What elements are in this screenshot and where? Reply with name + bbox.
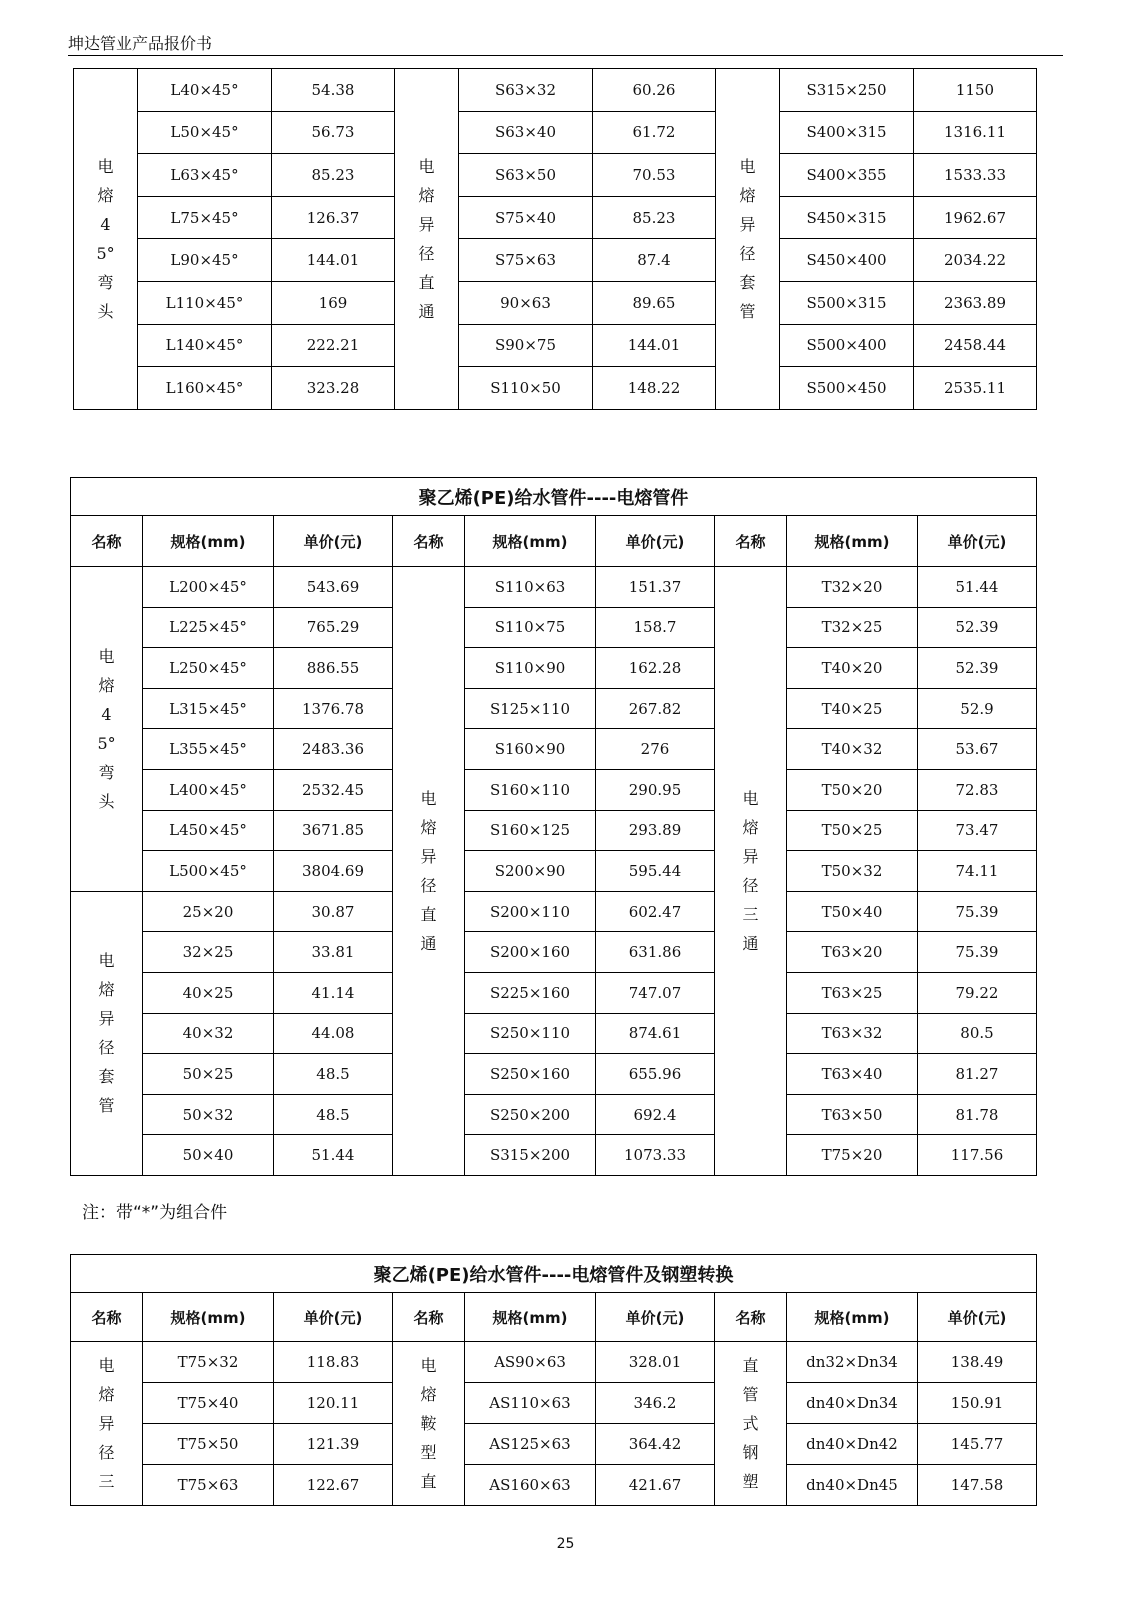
column-header: 单价(元) (274, 516, 393, 567)
document-header-title: 坤达管业产品报价书 (68, 34, 213, 53)
price-cell: 2483.36 (274, 729, 393, 770)
spec-cell: T32×20 (787, 567, 918, 608)
price-cell: 3671.85 (274, 810, 393, 851)
price-cell: 162.28 (596, 648, 715, 689)
table-row (71, 648, 1037, 689)
table-row (74, 154, 1037, 197)
column-header: 单价(元) (918, 1293, 1037, 1342)
spec-cell: S450×315 (780, 196, 914, 239)
price-cell: 118.83 (274, 1342, 393, 1383)
price-cell: 2034.22 (914, 239, 1037, 282)
spec-cell: T50×25 (787, 810, 918, 851)
price-cell: 53.67 (918, 729, 1037, 770)
price-cell: 72.83 (918, 769, 1037, 810)
table-row (71, 688, 1037, 729)
price-cell: 655.96 (596, 1054, 715, 1095)
price-cell: 52.39 (918, 607, 1037, 648)
spec-cell: S63×32 (459, 69, 593, 112)
spec-cell: 25×20 (143, 891, 274, 932)
spec-cell: S110×75 (465, 607, 596, 648)
column-header: 规格(mm) (787, 1293, 918, 1342)
column-header: 单价(元) (918, 516, 1037, 567)
spec-cell: S250×200 (465, 1094, 596, 1135)
column-header: 规格(mm) (143, 516, 274, 567)
spec-cell: S400×355 (780, 154, 914, 197)
price-cell: 70.53 (593, 154, 716, 197)
product-name-cell (715, 567, 787, 1176)
spec-cell: S225×160 (465, 972, 596, 1013)
spec-cell: S160×90 (465, 729, 596, 770)
table-row (74, 69, 1037, 112)
spec-cell: AS110×63 (465, 1383, 596, 1424)
price-cell: 290.95 (596, 769, 715, 810)
price-cell: 631.86 (596, 932, 715, 973)
price-cell: 323.28 (272, 367, 395, 410)
product-name-cell (716, 69, 780, 410)
price-cell: 602.47 (596, 891, 715, 932)
spec-cell: S200×110 (465, 891, 596, 932)
table2-body (71, 478, 1037, 1176)
spec-cell: 50×25 (143, 1054, 274, 1095)
spec-cell: L90×45° (138, 239, 272, 282)
spec-cell: 40×32 (143, 1013, 274, 1054)
table-title: 聚乙烯(PE)给水管件----电熔管件 (71, 478, 1037, 516)
price-cell: 87.4 (593, 239, 716, 282)
price-cell: 61.72 (593, 111, 716, 154)
price-cell: 222.21 (272, 324, 395, 367)
spec-cell: T40×32 (787, 729, 918, 770)
table-row (71, 729, 1037, 770)
spec-cell: S63×50 (459, 154, 593, 197)
table-row (74, 196, 1037, 239)
spec-cell: S125×110 (465, 688, 596, 729)
spec-cell: L315×45° (143, 688, 274, 729)
price-cell: 2535.11 (914, 367, 1037, 410)
price-cell: 1376.78 (274, 688, 393, 729)
price-cell: 169 (272, 281, 395, 324)
price-cell: 117.56 (918, 1135, 1037, 1176)
product-name: 电熔异径套管 (739, 156, 756, 321)
spec-cell: S315×250 (780, 69, 914, 112)
product-name: 电熔异径三 (98, 1356, 115, 1491)
table-row (71, 932, 1037, 973)
spec-cell: 32×25 (143, 932, 274, 973)
price-cell: 1150 (914, 69, 1037, 112)
spec-cell: L110×45° (138, 281, 272, 324)
table-row (71, 1135, 1037, 1176)
spec-cell: dn40×Dn45 (787, 1465, 918, 1506)
spec-cell: L225×45° (143, 607, 274, 648)
spec-cell: T75×63 (143, 1465, 274, 1506)
price-cell: 148.22 (593, 367, 716, 410)
column-header: 名称 (715, 1293, 787, 1342)
price-cell: 33.81 (274, 932, 393, 973)
spec-cell: S250×110 (465, 1013, 596, 1054)
price-cell: 85.23 (272, 154, 395, 197)
table-row (71, 972, 1037, 1013)
product-name: 电熔鞍型直 (420, 1356, 437, 1491)
spec-cell: L160×45° (138, 367, 272, 410)
price-cell: 765.29 (274, 607, 393, 648)
column-header: 单价(元) (596, 516, 715, 567)
product-name: 电熔45°弯头 (96, 156, 115, 321)
spec-cell: T75×20 (787, 1135, 918, 1176)
price-cell: 1533.33 (914, 154, 1037, 197)
table-row (71, 607, 1037, 648)
table-title: 聚乙烯(PE)给水管件----电熔管件及钢塑转换 (71, 1255, 1037, 1293)
table1-body (74, 69, 1037, 410)
product-name: 电熔异径直通 (420, 788, 437, 953)
table-row (71, 1383, 1037, 1424)
table-title-row (71, 478, 1037, 516)
price-cell: 158.7 (596, 607, 715, 648)
column-header: 规格(mm) (143, 1293, 274, 1342)
product-name-cell (715, 1342, 787, 1506)
table-row (71, 1094, 1037, 1135)
spec-cell: T32×25 (787, 607, 918, 648)
price-cell: 74.11 (918, 851, 1037, 892)
price-cell: 60.26 (593, 69, 716, 112)
spec-cell: S250×160 (465, 1054, 596, 1095)
price-cell: 267.82 (596, 688, 715, 729)
spec-cell: T50×32 (787, 851, 918, 892)
price-cell: 2532.45 (274, 769, 393, 810)
price-cell: 73.47 (918, 810, 1037, 851)
price-cell: 1073.33 (596, 1135, 715, 1176)
price-cell: 328.01 (596, 1342, 715, 1383)
table-row (74, 324, 1037, 367)
spec-cell: AS90×63 (465, 1342, 596, 1383)
column-header: 名称 (71, 1293, 143, 1342)
spec-cell: T50×20 (787, 769, 918, 810)
table-row (71, 810, 1037, 851)
spec-cell: S200×90 (465, 851, 596, 892)
spec-cell: L400×45° (143, 769, 274, 810)
spec-cell: L63×45° (138, 154, 272, 197)
column-header: 名称 (393, 1293, 465, 1342)
spec-cell: S63×40 (459, 111, 593, 154)
price-cell: 595.44 (596, 851, 715, 892)
spec-cell: T40×20 (787, 648, 918, 689)
price-cell: 147.58 (918, 1465, 1037, 1506)
spec-cell: L50×45° (138, 111, 272, 154)
price-cell: 2458.44 (914, 324, 1037, 367)
price-table-steel-plastic-transition (70, 1254, 1037, 1506)
price-cell: 692.4 (596, 1094, 715, 1135)
table-row (71, 851, 1037, 892)
price-cell: 2363.89 (914, 281, 1037, 324)
spec-cell: S110×50 (459, 367, 593, 410)
spec-cell: L75×45° (138, 196, 272, 239)
table-row (74, 281, 1037, 324)
footnote: 注：带“*”为组合件 (82, 1203, 228, 1223)
spec-cell: S90×75 (459, 324, 593, 367)
price-cell: 122.67 (274, 1465, 393, 1506)
table-row (74, 111, 1037, 154)
spec-cell: dn32×Dn34 (787, 1342, 918, 1383)
price-cell: 120.11 (274, 1383, 393, 1424)
table-row (71, 1342, 1037, 1383)
product-name: 直管式钢塑 (742, 1356, 759, 1491)
spec-cell: S160×110 (465, 769, 596, 810)
header-row (71, 516, 1037, 567)
table-row (71, 1054, 1037, 1095)
spec-cell: L355×45° (143, 729, 274, 770)
spec-cell: L450×45° (143, 810, 274, 851)
spec-cell: AS160×63 (465, 1465, 596, 1506)
price-cell: 41.14 (274, 972, 393, 1013)
product-name: 电熔异径直通 (418, 156, 435, 321)
price-cell: 874.61 (596, 1013, 715, 1054)
spec-cell: S450×400 (780, 239, 914, 282)
table-row (71, 891, 1037, 932)
price-cell: 151.37 (596, 567, 715, 608)
price-cell: 150.91 (918, 1383, 1037, 1424)
price-cell: 56.73 (272, 111, 395, 154)
spec-cell: T75×32 (143, 1342, 274, 1383)
price-cell: 54.38 (272, 69, 395, 112)
spec-cell: 50×32 (143, 1094, 274, 1135)
price-cell: 89.65 (593, 281, 716, 324)
price-cell: 1962.67 (914, 196, 1037, 239)
spec-cell: T75×50 (143, 1424, 274, 1465)
spec-cell: S500×450 (780, 367, 914, 410)
spec-cell: L200×45° (143, 567, 274, 608)
price-cell: 144.01 (272, 239, 395, 282)
price-cell: 48.5 (274, 1094, 393, 1135)
table-row (71, 1424, 1037, 1465)
column-header: 名称 (393, 516, 465, 567)
spec-cell: S75×63 (459, 239, 593, 282)
header-row (71, 1293, 1037, 1342)
column-header: 规格(mm) (465, 1293, 596, 1342)
spec-cell: dn40×Dn34 (787, 1383, 918, 1424)
price-cell: 364.42 (596, 1424, 715, 1465)
product-name-cell (395, 69, 459, 410)
spec-cell: L250×45° (143, 648, 274, 689)
price-cell: 52.39 (918, 648, 1037, 689)
product-name: 电熔45°弯头 (97, 646, 116, 811)
table3-body (71, 1255, 1037, 1506)
price-cell: 48.5 (274, 1054, 393, 1095)
spec-cell: S500×400 (780, 324, 914, 367)
page-number: 25 (556, 1536, 575, 1552)
column-header: 单价(元) (274, 1293, 393, 1342)
price-cell: 543.69 (274, 567, 393, 608)
product-name: 电熔异径套管 (98, 951, 115, 1116)
price-cell: 421.67 (596, 1465, 715, 1506)
spec-cell: L500×45° (143, 851, 274, 892)
price-cell: 145.77 (918, 1424, 1037, 1465)
table-row (71, 769, 1037, 810)
product-name-cell (393, 567, 465, 1176)
spec-cell: 90×63 (459, 281, 593, 324)
spec-cell: AS125×63 (465, 1424, 596, 1465)
price-cell: 293.89 (596, 810, 715, 851)
price-cell: 79.22 (918, 972, 1037, 1013)
price-cell: 44.08 (274, 1013, 393, 1054)
table-row (71, 567, 1037, 608)
price-cell: 138.49 (918, 1342, 1037, 1383)
spec-cell: S160×125 (465, 810, 596, 851)
price-cell: 75.39 (918, 891, 1037, 932)
spec-cell: S400×315 (780, 111, 914, 154)
table-row (71, 1013, 1037, 1054)
spec-cell: T63×50 (787, 1094, 918, 1135)
price-cell: 80.5 (918, 1013, 1037, 1054)
spec-cell: S75×40 (459, 196, 593, 239)
price-cell: 121.39 (274, 1424, 393, 1465)
spec-cell: dn40×Dn42 (787, 1424, 918, 1465)
price-cell: 276 (596, 729, 715, 770)
spec-cell: T40×25 (787, 688, 918, 729)
price-cell: 81.27 (918, 1054, 1037, 1095)
price-cell: 85.23 (593, 196, 716, 239)
price-table-electrofusion-fittings (70, 477, 1037, 1176)
header-rule (68, 55, 1063, 56)
price-cell: 30.87 (274, 891, 393, 932)
spec-cell: 40×25 (143, 972, 274, 1013)
price-cell: 52.9 (918, 688, 1037, 729)
table-row (74, 367, 1037, 410)
spec-cell: T63×40 (787, 1054, 918, 1095)
price-cell: 144.01 (593, 324, 716, 367)
product-name-cell (393, 1342, 465, 1506)
price-cell: 346.2 (596, 1383, 715, 1424)
price-cell: 1316.11 (914, 111, 1037, 154)
price-cell: 126.37 (272, 196, 395, 239)
price-cell: 3804.69 (274, 851, 393, 892)
price-cell: 81.78 (918, 1094, 1037, 1135)
price-cell: 51.44 (274, 1135, 393, 1176)
column-header: 名称 (715, 516, 787, 567)
product-name-cell (71, 891, 143, 1175)
column-header: 名称 (71, 516, 143, 567)
product-name: 电熔异径三通 (742, 788, 759, 953)
spec-cell: S110×63 (465, 567, 596, 608)
spec-cell: S110×90 (465, 648, 596, 689)
spec-cell: S200×160 (465, 932, 596, 973)
spec-cell: T75×40 (143, 1383, 274, 1424)
price-cell: 51.44 (918, 567, 1037, 608)
product-name-cell (71, 1342, 143, 1506)
column-header: 规格(mm) (787, 516, 918, 567)
spec-cell: 50×40 (143, 1135, 274, 1176)
spec-cell: T63×32 (787, 1013, 918, 1054)
spec-cell: T50×40 (787, 891, 918, 932)
column-header: 规格(mm) (465, 516, 596, 567)
table-row (74, 239, 1037, 282)
product-name-cell (71, 567, 143, 892)
price-cell: 747.07 (596, 972, 715, 1013)
price-cell: 886.55 (274, 648, 393, 689)
spec-cell: S315×200 (465, 1135, 596, 1176)
table-title-row (71, 1255, 1037, 1293)
spec-cell: L140×45° (138, 324, 272, 367)
spec-cell: T63×20 (787, 932, 918, 973)
product-name-cell (74, 69, 138, 410)
spec-cell: L40×45° (138, 69, 272, 112)
spec-cell: T63×25 (787, 972, 918, 1013)
price-table-continued (73, 68, 1037, 410)
column-header: 单价(元) (596, 1293, 715, 1342)
spec-cell: S500×315 (780, 281, 914, 324)
price-cell: 75.39 (918, 932, 1037, 973)
table-row (71, 1465, 1037, 1506)
